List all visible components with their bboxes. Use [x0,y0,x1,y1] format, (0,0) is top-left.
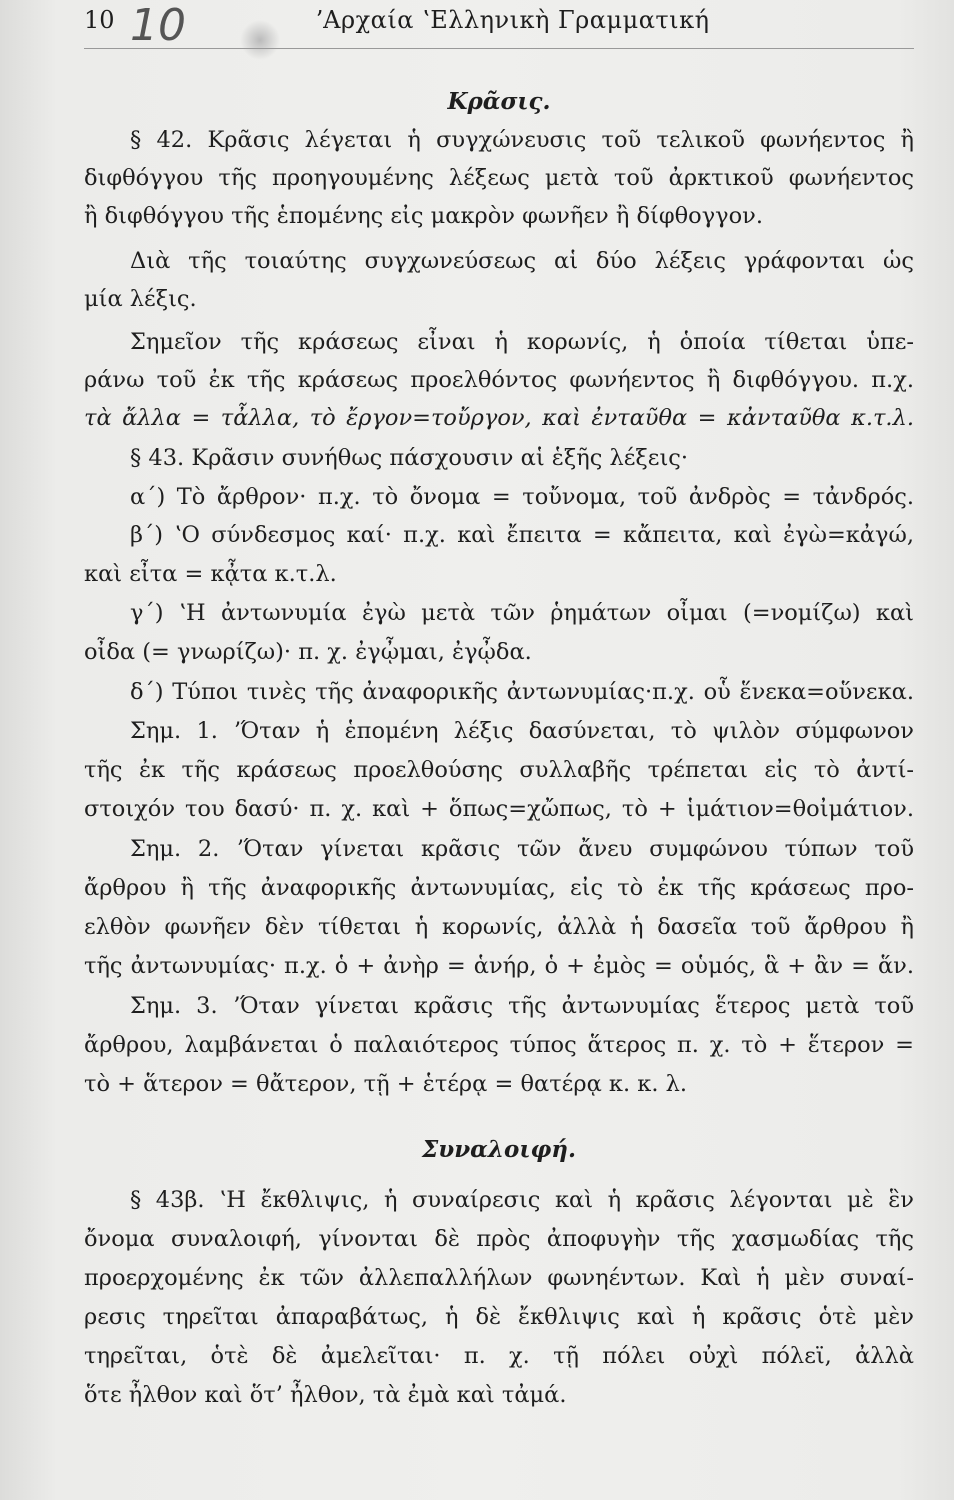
page-stain [240,20,280,60]
text-line: § 43β. ʽΗ ἔκθλιψις, ἡ συναίρεσις καὶ ἡ κρᾶσις λέγονται μὲ ἓν [130,1187,914,1213]
section-title-krasis: Κρᾶσις. [447,88,551,115]
text-line: ρεσις τηρεῖται ἀπαραβάτως, ἡ δὲ ἔκθλιψις καὶ ἡ κρᾶσις ὁτὲ μὲν [84,1304,914,1330]
text-line: § 43. Κρᾶσιν συνήθως πάσχουσιν αἱ ἑξῆς λέξεις· [130,445,689,471]
text-line: α΄) Τὸ ἄρθρον· π.χ. τὸ ὄνομα = τοὔνομα, τοῦ ἀνδρὸς = τἀνδρός. [130,484,914,510]
text-line: § 42. Κρᾶσις λέγεται ἡ συγχώνευσις τοῦ τελικοῦ φωνήεντος ἢ [130,127,914,153]
text-line: ελθὸν φωνῆεν δὲν τίθεται ἡ κορωνίς, ἀλλὰ ἡ δασεῖα τοῦ ἄρθρου ἢ [84,914,914,940]
text-line: ράνω τοῦ ἐκ τῆς κράσεως προελθόντος φωνήεντος ἢ διφθόγγου. π.χ. [84,367,914,393]
text-line: προερχομένης ἐκ τῶν ἀλλεπαλλήλων φωνηέντων. Καὶ ἡ μὲν συναί- [84,1265,914,1291]
text-line: ὄνομα συναλοιφή, γίνονται δὲ πρὸς ἀποφυγὴν τῆς χασμωδίας τῆς [84,1226,914,1252]
text-line: καὶ εἶτα = κᾆτα κ.τ.λ. [84,561,337,587]
page-number: 10 [84,6,115,34]
text-line: Διὰ τῆς τοιαύτης συγχωνεύσεως αἱ δύο λέξεις γράφονται ὡς [130,248,914,274]
text-line: δ΄) Τύποι τινὲς τῆς ἀναφορικῆς ἀντωνυμίας·π.χ. οὗ ἕνεκα=οὕνεκα. [130,679,914,705]
text-line: β΄) ʽΟ σύνδεσμος καί· π.χ. καὶ ἔπειτα = κἄπειτα, καὶ ἐγὼ=κἀγώ, [130,522,914,548]
text-line: Σημ. 2. ʼΌταν γίνεται κρᾶσις τῶν ἄνευ συμφώνου τύπων τοῦ [130,836,914,862]
text-line: οἶδα (= γνωρίζω)· π. χ. ἐγᾦμαι, ἐγᾦδα. [84,639,532,665]
section-title-synaloifi: Συναλοιφή. [421,1136,576,1163]
text-line: τὸ + ἅτερον = θἄτερον, τῇ + ἑτέρᾳ = θατέρᾳ κ. κ. λ. [84,1071,688,1097]
text-line: τηρεῖται, ὁτὲ δὲ ἀμελεῖται· π. χ. τῇ πόλει οὐχὶ πόλεϊ, ἀλλὰ [84,1343,914,1369]
text-line: Σημ. 1. ʼΌταν ἡ ἑπομένη λέξις δασύνεται, τὸ ψιλὸν σύμφωνον [130,718,914,744]
text-line: Σημεῖον τῆς κράσεως εἶναι ἡ κορωνίς, ἡ ὁποία τίθεται ὑπε- [130,329,914,355]
text-line: γ΄) ʽΗ ἀντωνυμία ἐγὼ μετὰ τῶν ῥημάτων οἶμαι (=νομίζω) καὶ [130,600,914,626]
text-line: τῆς ἀντωνυμίας· π.χ. ὁ + ἀνὴρ = ἁνήρ, ὁ + ἐμὸς = οὑμός, ἃ + ἂν = ἅν. [84,953,914,979]
text-line: ὅτε ἦλθον καὶ ὅτ’ ἦλθον, τὰ ἐμὰ καὶ τἀμά. [84,1382,567,1408]
text-line: τῆς ἐκ τῆς κράσεως προελθούσης συλλαβῆς τρέπεται εἰς τὸ ἀντί- [84,757,914,783]
text-line: μία λέξις. [84,286,197,312]
text-line: ἄρθρου ἢ τῆς ἀναφορικῆς ἀντωνυμίας, εἰς τὸ ἐκ τῆς κράσεως προ- [84,875,914,901]
header-rule [84,48,914,49]
running-title: ʼΑρχαία ʽΕλληνικὴ Γραμματική [315,6,710,34]
text-line: τὰ ἄλλα = τἆλλα, τὸ ἔργον=τοὔργον, καὶ ἐνταῦθα = κἀνταῦθα κ.τ.λ. [84,405,914,431]
handwritten-page-number: 10 [130,0,186,51]
text-line: στοιχόν του δασύ· π. χ. καὶ + ὅπως=χὤπως, τὸ + ἱμάτιον=θοἰμάτιον. [84,796,914,822]
text-line: Σημ. 3. ʼΌταν γίνεται κρᾶσις τῆς ἀντωνυμίας ἕτερος μετὰ τοῦ [130,993,914,1019]
text-line: ἢ διφθόγγου τῆς ἑπομένης εἰς μακρὸν φωνῆεν ἢ δίφθογγον. [84,203,763,229]
text-line: διφθόγγου τῆς προηγουμένης λέξεως μετὰ τοῦ ἀρκτικοῦ φωνήεντος [84,165,914,191]
text-line: ἄρθρου, λαμβάνεται ὁ παλαιότερος τύπος ἅτερος π. χ. τὸ + ἕτερον = [84,1032,914,1058]
